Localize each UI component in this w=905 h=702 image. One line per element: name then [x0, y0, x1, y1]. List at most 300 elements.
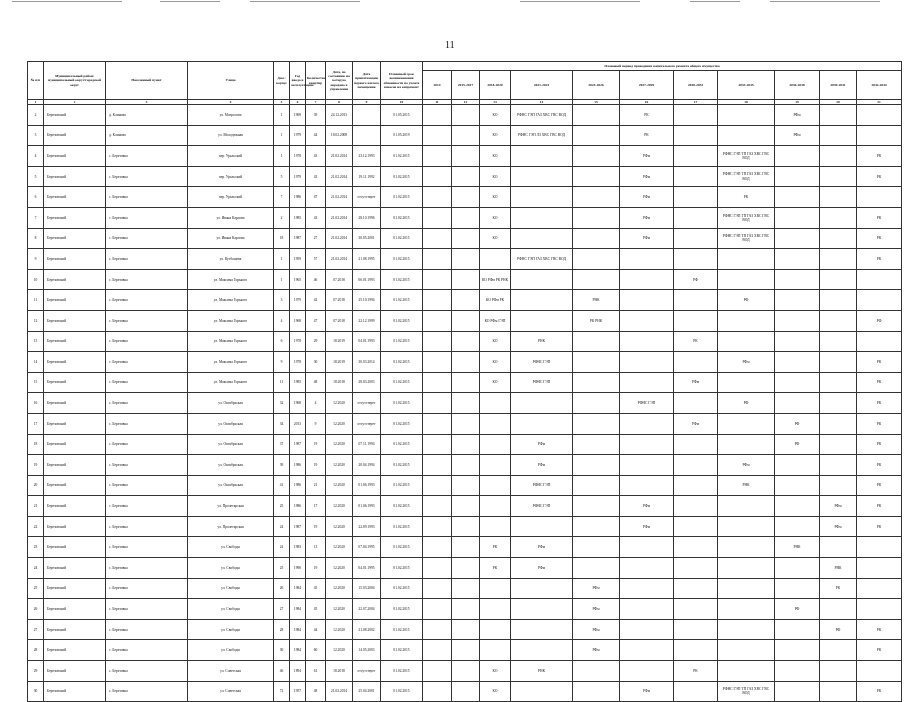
table-cell: с. Березовка [106, 166, 188, 187]
table-cell [511, 599, 573, 620]
column-number: 16 [620, 100, 674, 105]
table-cell: 21.08.2002 [353, 619, 381, 640]
table-cell: 3 [28, 125, 44, 146]
table-cell: 21.02.2014 [326, 681, 353, 702]
table-cell [620, 310, 674, 331]
table-cell: 1978 [290, 331, 306, 352]
table-cell: 01.02.2015 [381, 146, 423, 167]
table-cell: 1979 [290, 125, 306, 146]
table-cell: 7 [28, 207, 44, 228]
table-cell [452, 640, 480, 661]
table-cell [423, 475, 452, 496]
table-cell [674, 146, 718, 167]
table-cell [423, 599, 452, 620]
table-cell [423, 455, 452, 476]
table-cell: 1968 [290, 310, 306, 331]
table-cell [820, 125, 857, 146]
table-cell: КО [480, 681, 511, 702]
table-cell: 22.12.1999 [353, 310, 381, 331]
table-cell: Березовский [44, 166, 106, 187]
table-cell [820, 228, 857, 249]
column-number: 11 [423, 100, 452, 105]
table-cell [573, 187, 620, 208]
column-number: 10 [381, 100, 423, 105]
table-cell: РК [674, 331, 718, 352]
table-cell: 4 [306, 393, 326, 414]
table-cell [674, 166, 718, 187]
header-period: 2027-2029 [620, 71, 674, 100]
table-cell: 01.02.2015 [381, 681, 423, 702]
table-cell: 12.2020 [326, 434, 353, 455]
table-cell: 14 [28, 352, 44, 373]
table-cell [857, 125, 902, 146]
table-cell [674, 393, 718, 414]
table-cell: 1987 [290, 434, 306, 455]
table-cell [452, 599, 480, 620]
table-cell [423, 310, 452, 331]
table-cell: Березовский [44, 105, 106, 126]
table-cell: 1990 [290, 558, 306, 579]
header-house: Дом / корпус [274, 62, 290, 100]
table-cell: 1 [274, 269, 290, 290]
table-cell: 1969 [290, 105, 306, 126]
table-cell [573, 125, 620, 146]
table-cell: 21 [28, 496, 44, 517]
table-cell [480, 578, 511, 599]
table-cell: 04.01.1995 [353, 558, 381, 579]
table-cell [511, 619, 573, 640]
table-cell: 12.2020 [326, 537, 353, 558]
table-cell: 24 [28, 558, 44, 579]
table-cell: 1986 [290, 187, 306, 208]
column-number: 12 [452, 100, 480, 105]
table-cell [480, 496, 511, 517]
table-cell [452, 372, 480, 393]
table-cell [511, 413, 573, 434]
table-cell [674, 249, 718, 270]
table-cell: 7 [274, 187, 290, 208]
header-period: 2039-2041 [820, 71, 857, 100]
table-cell [674, 496, 718, 517]
table-cell: с. Березовка [106, 228, 188, 249]
table-cell: 1986 [290, 475, 306, 496]
table-cell [353, 125, 381, 146]
table-cell: Березовский [44, 537, 106, 558]
table-cell [775, 187, 820, 208]
column-number: 15 [573, 100, 620, 105]
table-cell: Березовский [44, 516, 106, 537]
table-cell: Березовский [44, 372, 106, 393]
table-cell [820, 475, 857, 496]
table-cell [820, 310, 857, 331]
table-cell [718, 372, 775, 393]
table-cell [775, 290, 820, 311]
table-cell [775, 331, 820, 352]
table-cell [718, 537, 775, 558]
table-cell [511, 290, 573, 311]
table-cell [775, 207, 820, 228]
table-row [28, 249, 902, 270]
table-cell: с. Березовка [106, 146, 188, 167]
table-cell: РФНС ГЭП ЛЗ ХВС ГВС ВОД [511, 125, 573, 146]
table-cell: 1979 [290, 166, 306, 187]
table-cell: 01.02.2015 [381, 249, 423, 270]
table-cell: 14.05.2003 [353, 640, 381, 661]
table-cell: РФ [775, 413, 820, 434]
table-cell: 06.01.1993 [353, 269, 381, 290]
header-apartments: Количество квартир [306, 62, 326, 100]
table-cell [452, 393, 480, 414]
table-cell: Березовский [44, 249, 106, 270]
table-cell [674, 187, 718, 208]
column-number: 14 [511, 100, 573, 105]
table-cell: 72 [274, 681, 290, 702]
table-cell [452, 681, 480, 702]
table-cell [423, 558, 452, 579]
table-cell: РК [857, 207, 902, 228]
table-cell: ул. Свободы [188, 558, 274, 579]
table-cell [452, 146, 480, 167]
table-cell: 01.02.2015 [381, 455, 423, 476]
table-cell: 4 [28, 146, 44, 167]
table-cell [620, 372, 674, 393]
table-cell: 19 [306, 516, 326, 537]
table-cell [423, 146, 452, 167]
table-cell [674, 640, 718, 661]
table-cell: 01.02.2015 [381, 310, 423, 331]
table-cell: РФм [674, 372, 718, 393]
table-cell: 01.02.2015 [381, 187, 423, 208]
table-cell: 34 [274, 413, 290, 434]
table-cell: Березовский [44, 640, 106, 661]
table-cell: 9 [28, 249, 44, 270]
column-number: 3 [106, 100, 188, 105]
page-number: 11 [445, 40, 455, 51]
table-cell: КО [480, 352, 511, 373]
table-cell: 43 [306, 207, 326, 228]
table-cell: 01.06.1993 [353, 496, 381, 517]
table-cell: 1987 [290, 228, 306, 249]
table-cell: 20 [28, 475, 44, 496]
header-year: Год ввода в эксплуатацию [290, 62, 306, 100]
table-cell: 21.02.2014 [326, 166, 353, 187]
table-cell: 57 [306, 249, 326, 270]
table-cell: 01.02.2015 [381, 599, 423, 620]
table-cell: с. Березовка [106, 372, 188, 393]
table-cell: РФ [857, 310, 902, 331]
table-cell: ул. Максима Горького [188, 290, 274, 311]
table-cell [423, 496, 452, 517]
table-cell: 32 [274, 393, 290, 414]
table-cell: КО [480, 105, 511, 126]
table-cell: 1 [274, 249, 290, 270]
table-cell [452, 352, 480, 373]
table-cell: д. Клинова [106, 125, 188, 146]
table-row [28, 290, 902, 311]
table-cell [573, 475, 620, 496]
table-row [28, 146, 902, 167]
table-cell [775, 166, 820, 187]
table-row [28, 496, 902, 517]
table-cell [452, 537, 480, 558]
table-cell: ул. Октябрьская [188, 434, 274, 455]
table-cell [718, 269, 775, 290]
table-cell [452, 558, 480, 579]
table-cell [573, 228, 620, 249]
table-cell [423, 434, 452, 455]
header-period: 2030-2032 [674, 71, 718, 100]
table-cell: 12.2020 [326, 558, 353, 579]
table-cell: ул. Ивана Карлова [188, 228, 274, 249]
table-cell [775, 558, 820, 579]
table-cell: РФм [620, 207, 674, 228]
table-cell: ул. Свободы [188, 599, 274, 620]
table-cell: 01.05.2019 [381, 125, 423, 146]
table-cell [573, 434, 620, 455]
table-cell: 07.2018 [326, 269, 353, 290]
table-cell: 1985 [290, 372, 306, 393]
table-cell [480, 434, 511, 455]
table-cell: 3 [274, 290, 290, 311]
table-cell: РК [857, 249, 902, 270]
table-cell: 07.2018 [326, 310, 353, 331]
table-cell [718, 558, 775, 579]
table-cell: с. Березовка [106, 187, 188, 208]
table-cell [775, 249, 820, 270]
table-cell [423, 516, 452, 537]
table-cell: 30.03.2014 [353, 352, 381, 373]
table-cell: РФНС ГЭП ТП ГАЗ ХВС ГВС ВОД [718, 166, 775, 187]
table-row [28, 640, 902, 661]
table-cell [775, 146, 820, 167]
table-cell [480, 599, 511, 620]
table-row [28, 125, 902, 146]
table-cell: Березовский [44, 413, 106, 434]
table-cell: ул. Максима Горького [188, 352, 274, 373]
table-cell: с. Березовка [106, 434, 188, 455]
table-cell: 6 [28, 187, 44, 208]
table-cell: 1 [274, 125, 290, 146]
table-cell: ул. Кутбашева [188, 249, 274, 270]
table-cell: 01.02.2015 [381, 228, 423, 249]
table-cell [573, 352, 620, 373]
table-cell: РК [857, 619, 902, 640]
table-cell: 21.08.1995 [353, 249, 381, 270]
table-cell: Березовский [44, 207, 106, 228]
table-cell [423, 537, 452, 558]
table-cell [620, 558, 674, 579]
table-cell [775, 352, 820, 373]
table-cell: 23 [28, 537, 44, 558]
table-row [28, 558, 902, 579]
table-cell [452, 228, 480, 249]
table-cell [674, 537, 718, 558]
table-cell: 1 [274, 146, 290, 167]
column-number: 13 [480, 100, 511, 105]
table-cell: 25.04.2001 [353, 681, 381, 702]
table-cell [820, 599, 857, 620]
table-cell: 1894 [290, 661, 306, 682]
table-row [28, 331, 902, 352]
table-row [28, 372, 902, 393]
table-cell: 39 [274, 455, 290, 476]
table-row [28, 310, 902, 331]
table-cell: 22.07.2004 [353, 599, 381, 620]
table-cell: отсутствует [353, 187, 381, 208]
table-cell: 1986 [290, 455, 306, 476]
table-cell [480, 516, 511, 537]
table-cell [573, 166, 620, 187]
table-cell [511, 269, 573, 290]
table-cell: с. Березовка [106, 578, 188, 599]
table-cell [857, 269, 902, 290]
table-cell: 44 [306, 619, 326, 640]
table-cell: 10 [28, 269, 44, 290]
table-cell [857, 599, 902, 620]
table-cell [423, 166, 452, 187]
table-cell [620, 661, 674, 682]
table-cell [820, 290, 857, 311]
table-cell: ул. Октябрьская [188, 455, 274, 476]
table-cell: 21.02.2014 [326, 187, 353, 208]
table-cell [775, 619, 820, 640]
column-number: 19 [775, 100, 820, 105]
table-cell: 1987 [290, 516, 306, 537]
table-cell: 12.2020 [326, 475, 353, 496]
table-cell: ул. Молодежная [188, 125, 274, 146]
table-cell: 30 [306, 352, 326, 373]
table-cell [423, 187, 452, 208]
table-cell [573, 393, 620, 414]
table-cell [573, 496, 620, 517]
table-cell [620, 249, 674, 270]
table-cell [452, 434, 480, 455]
table-cell: 11 [28, 290, 44, 311]
table-cell: 47 [306, 310, 326, 331]
table-row [28, 619, 902, 640]
scan-top-edge [0, 0, 905, 5]
table-cell: 11 [274, 372, 290, 393]
table-cell: КО РФм РК РНК [480, 269, 511, 290]
table-cell: 43 [306, 146, 326, 167]
table-cell: РФм [718, 455, 775, 476]
table-cell [718, 578, 775, 599]
table-cell: РФНС ГЭП ТП ГАЗ ХВС ГВС ВОД [718, 146, 775, 167]
table-cell: РК [480, 558, 511, 579]
table-cell: 45 [306, 578, 326, 599]
table-cell: РФм [511, 558, 573, 579]
table-cell [452, 290, 480, 311]
table-cell: ул. Максима Горького [188, 310, 274, 331]
table-cell: РК [857, 393, 902, 414]
table-cell: ул. Октябрьская [188, 413, 274, 434]
table-cell: РНК [718, 475, 775, 496]
table-cell: 18.2019 [326, 331, 353, 352]
table-cell: Березовский [44, 125, 106, 146]
table-cell: 1968 [290, 393, 306, 414]
table-cell: с. Березовка [106, 249, 188, 270]
table-cell: 01.05.2015 [381, 105, 423, 126]
table-cell: 18.2018 [326, 661, 353, 682]
table-cell [718, 125, 775, 146]
table-cell [775, 681, 820, 702]
table-cell [820, 331, 857, 352]
table-cell: РФм [674, 413, 718, 434]
table-cell: д. Клинова [106, 105, 188, 126]
table-cell: отсутствует [353, 661, 381, 682]
table-cell: ул. Свободы [188, 578, 274, 599]
table-cell: КО РФм РК [480, 290, 511, 311]
table-cell: РФНС ГЭП [511, 372, 573, 393]
table-cell [423, 207, 452, 228]
table-cell [452, 269, 480, 290]
table-cell: РФНС ГЭП [511, 352, 573, 373]
table-cell: 21.02.2014 [326, 146, 353, 167]
table-cell: РК [857, 146, 902, 167]
table-cell [620, 434, 674, 455]
table-cell: 25 [28, 578, 44, 599]
table-cell: РФ [775, 599, 820, 620]
table-cell: 2 [28, 105, 44, 126]
table-cell [775, 516, 820, 537]
table-cell [718, 516, 775, 537]
table-cell: 9 [274, 352, 290, 373]
table-cell [775, 640, 820, 661]
header-no: № п/п [28, 62, 44, 100]
header-period: 2015-2017 [452, 71, 480, 100]
table-cell: 30.05.2001 [353, 228, 381, 249]
table-cell: РФм [620, 146, 674, 167]
table-cell [452, 310, 480, 331]
table-row [28, 475, 902, 496]
table-cell: 21.02.2014 [326, 207, 353, 228]
table-cell [452, 619, 480, 640]
table-cell: 19 [306, 434, 326, 455]
table-row [28, 661, 902, 682]
table-cell: РНК [775, 537, 820, 558]
table-cell [511, 166, 573, 187]
table-cell: Березовский [44, 455, 106, 476]
table-cell: 1978 [290, 146, 306, 167]
table-cell: РК [857, 372, 902, 393]
table-cell: РНК [820, 558, 857, 579]
table-cell: 12.2020 [326, 599, 353, 620]
table-cell: 1983 [290, 537, 306, 558]
table-cell [718, 619, 775, 640]
table-cell [775, 578, 820, 599]
table-cell: пер. Уральский [188, 166, 274, 187]
table-cell [674, 475, 718, 496]
table-cell [423, 661, 452, 682]
column-number: 20 [820, 100, 857, 105]
table-cell: РФм [718, 352, 775, 373]
table-cell: 24.12.2013 [326, 105, 353, 126]
header-period: 2036-2038 [775, 71, 820, 100]
table-cell [480, 640, 511, 661]
table-cell: 27 [28, 619, 44, 640]
table-cell: 44 [306, 125, 326, 146]
table-cell [511, 681, 573, 702]
table-cell [775, 372, 820, 393]
table-cell [452, 661, 480, 682]
table-cell: Березовский [44, 496, 106, 517]
table-cell [452, 413, 480, 434]
table-cell: Березовский [44, 393, 106, 414]
table-cell: пер. Уральский [188, 187, 274, 208]
table-cell: РК [857, 166, 902, 187]
table-cell [820, 352, 857, 373]
table-cell [820, 249, 857, 270]
